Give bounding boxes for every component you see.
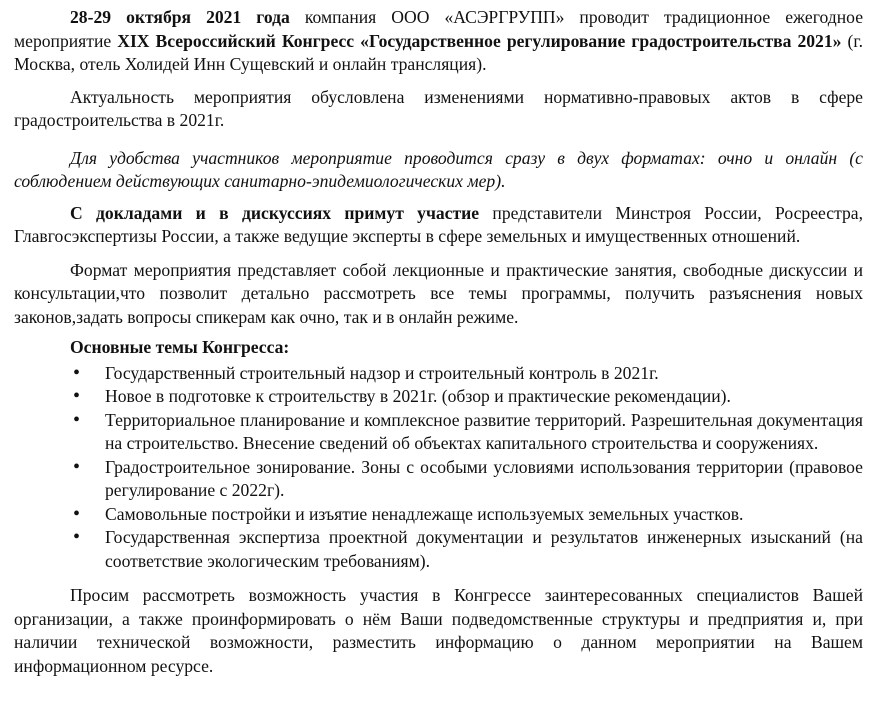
speakers-paragraph [14, 202, 863, 249]
intro-paragraph [14, 6, 863, 77]
intro-text-b: (г. Москва, отель Холидей Инн Сущевский и онлайн трансляция). [14, 30, 863, 74]
speakers-lead: С докладами и в дискуссиях примут участие [70, 202, 480, 223]
theme-item: • Территориальное планирование и комплексное развитие территорий. Разрешительная документация на строительство. Внесение сведений об объектах капитального строительства и сооружениях. [105, 409, 863, 456]
themes-heading: Основные темы Конгресса: [70, 337, 290, 357]
speakers-text: представители Минстроя России, Росреестра, Главгосэкспертизы России, а также ведущие эксперты в сфере земельных и имущественных отношений. [14, 202, 863, 246]
theme-item: • Градостроительное зонирование. Зоны с особыми условиями использования территории (правовое регулирование с 2022г). [105, 456, 863, 503]
relevance-paragraph: Актуальность мероприятия обусловлена изменениями нормативно-правовых актов в сфере градостроительства в 2021г. [14, 86, 863, 130]
event-date: 28-29 октября 2021 года [70, 7, 290, 27]
event-title: XIX Всероссийский Конгресс «Государственное регулирование градостроительства 2021» [117, 30, 842, 51]
theme-item: • Новое в подготовке к строительству в 2021г. (обзор и практические рекомендации). [105, 385, 863, 409]
themes-list [14, 362, 863, 574]
request-paragraph: Просим рассмотреть возможность участия в Конгрессе заинтересованных специалистов Вашей организации, а также проинформировать о нём Ваши подведомственные структуры и предприятия и, при наличии технической возможности, разместить информацию о данном мероприятии на Вашем информационном ресурсе. [14, 585, 863, 676]
event-format-paragraph: Формат мероприятия представляет собой лекционные и практические занятия, свободные дискуссии и консультации,что позволит детально рассмотреть все темы программы, получить разъяснения новых законов,задать вопросы спикерам как очно, так и в онлайн режиме. [14, 259, 863, 327]
theme-item: • Государственный строительный надзор и строительный контроль в 2021г. [105, 362, 863, 386]
theme-item: • Государственная экспертиза проектной документации и результатов инженерных изысканий (на соответствие экологическим требованиям). [105, 526, 863, 573]
intro-text-a: компания ООО «АСЭРГРУПП» проводит традиционное ежегодное мероприятие [14, 7, 863, 51]
theme-item: • Самовольные постройки и изъятие ненадлежаще используемых земельных участков. [105, 503, 863, 527]
format-note-paragraph: Для удобства участников мероприятие проводится сразу в двух форматах: очно и онлайн (с соблюдением действующих санитарно-эпидемиологических мер). [14, 147, 863, 191]
